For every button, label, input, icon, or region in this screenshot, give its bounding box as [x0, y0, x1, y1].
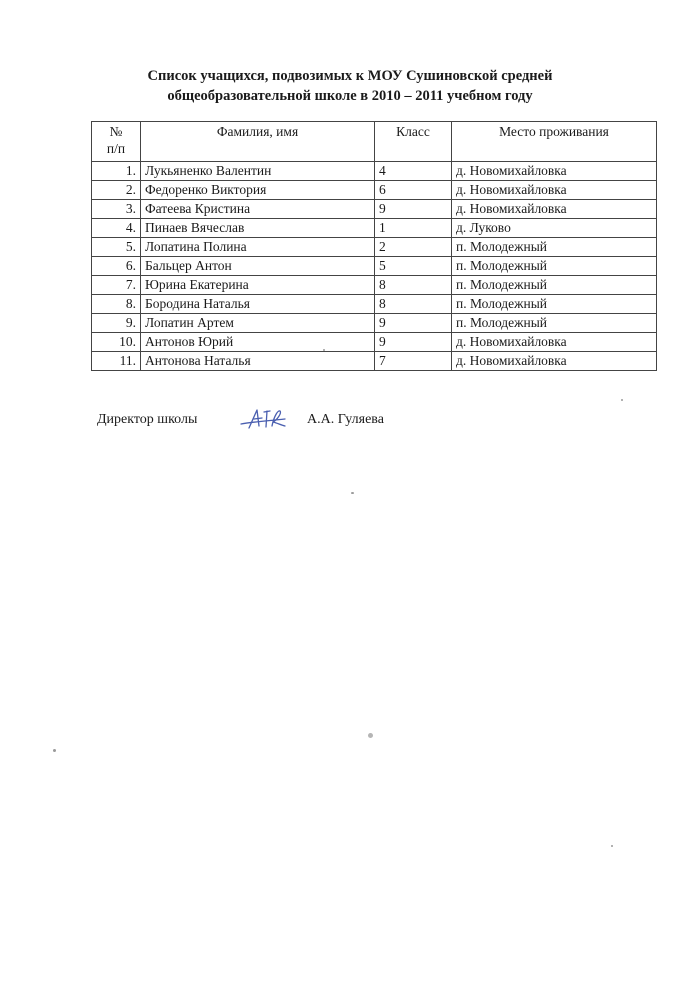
residence-cell: д. Новомихайловка — [452, 181, 657, 200]
header-name: Фамилия, имя — [141, 122, 375, 162]
row-number-cell: 3. — [92, 200, 141, 219]
table-row — [92, 276, 657, 295]
paper-speck — [368, 733, 373, 738]
paper-speck — [323, 349, 325, 351]
table-header-row — [92, 122, 657, 162]
grade-cell: 9 — [375, 333, 452, 352]
grade-cell: 4 — [375, 162, 452, 181]
table-row — [92, 352, 657, 371]
residence-cell: п. Молодежный — [452, 276, 657, 295]
header-number — [92, 122, 141, 162]
grade-cell: 5 — [375, 257, 452, 276]
paper-speck — [53, 749, 56, 752]
grade-cell: 9 — [375, 314, 452, 333]
student-name-cell: Лопатин Артем — [141, 314, 375, 333]
residence-cell: п. Молодежный — [452, 257, 657, 276]
table-body — [92, 162, 657, 371]
student-name-cell: Бальцер Антон — [141, 257, 375, 276]
grade-cell: 2 — [375, 238, 452, 257]
header-number-line-2: п/п — [106, 141, 126, 156]
grade-cell: 8 — [375, 295, 452, 314]
header-grade: Класс — [375, 122, 452, 162]
residence-cell: д. Новомихайловка — [452, 200, 657, 219]
row-number-cell: 7. — [92, 276, 141, 295]
residence-cell: п. Молодежный — [452, 295, 657, 314]
table-row — [92, 238, 657, 257]
row-number-cell: 9. — [92, 314, 141, 333]
students-table — [91, 121, 657, 371]
table-row — [92, 219, 657, 238]
grade-cell: 8 — [375, 276, 452, 295]
table-row — [92, 333, 657, 352]
student-name-cell: Лукьяненко Валентин — [141, 162, 375, 181]
student-name-cell: Антонов Юрий — [141, 333, 375, 352]
table-row — [92, 181, 657, 200]
grade-cell: 6 — [375, 181, 452, 200]
residence-cell: д. Новомихайловка — [452, 333, 657, 352]
grade-cell: 9 — [375, 200, 452, 219]
document-title-line-2: общеобразовательной школе в 2010 – 2011 учебном году — [167, 88, 533, 104]
signature-name: А.А. Гуляева — [307, 412, 384, 427]
paper-speck — [621, 399, 623, 401]
table-row — [92, 200, 657, 219]
student-name-cell: Пинаев Вячеслав — [141, 219, 375, 238]
residence-cell: д. Луково — [452, 219, 657, 238]
row-number-cell: 2. — [92, 181, 141, 200]
table-row — [92, 314, 657, 333]
row-number-cell: 6. — [92, 257, 141, 276]
row-number-cell: 8. — [92, 295, 141, 314]
grade-cell: 1 — [375, 219, 452, 238]
paper-speck — [351, 492, 354, 494]
student-name-cell: Антонова Наталья — [141, 352, 375, 371]
table-row — [92, 295, 657, 314]
student-name-cell: Федоренко Виктория — [141, 181, 375, 200]
header-place: Место проживания — [452, 122, 657, 162]
header-number-line-1: № — [109, 124, 123, 139]
student-name-cell: Лопатина Полина — [141, 238, 375, 257]
table-row — [92, 162, 657, 181]
document-title-line-1: Список учащихся, подвозимых к МОУ Сушиновской средней — [147, 68, 553, 84]
row-number-cell: 1. — [92, 162, 141, 181]
residence-cell: п. Молодежный — [452, 238, 657, 257]
handwritten-signature — [237, 402, 293, 436]
paper-speck — [611, 845, 613, 847]
student-name-cell: Юрина Екатерина — [141, 276, 375, 295]
residence-cell: д. Новомихайловка — [452, 162, 657, 181]
row-number-cell: 5. — [92, 238, 141, 257]
signature-block — [97, 410, 597, 436]
signature-label: Директор школы — [97, 412, 198, 427]
grade-cell: 7 — [375, 352, 452, 371]
row-number-cell: 10. — [92, 333, 141, 352]
student-name-cell: Бородина Наталья — [141, 295, 375, 314]
residence-cell: д. Новомихайловка — [452, 352, 657, 371]
table-row — [92, 257, 657, 276]
student-name-cell: Фатеева Кристина — [141, 200, 375, 219]
row-number-cell: 11. — [92, 352, 141, 371]
row-number-cell: 4. — [92, 219, 141, 238]
residence-cell: п. Молодежный — [452, 314, 657, 333]
